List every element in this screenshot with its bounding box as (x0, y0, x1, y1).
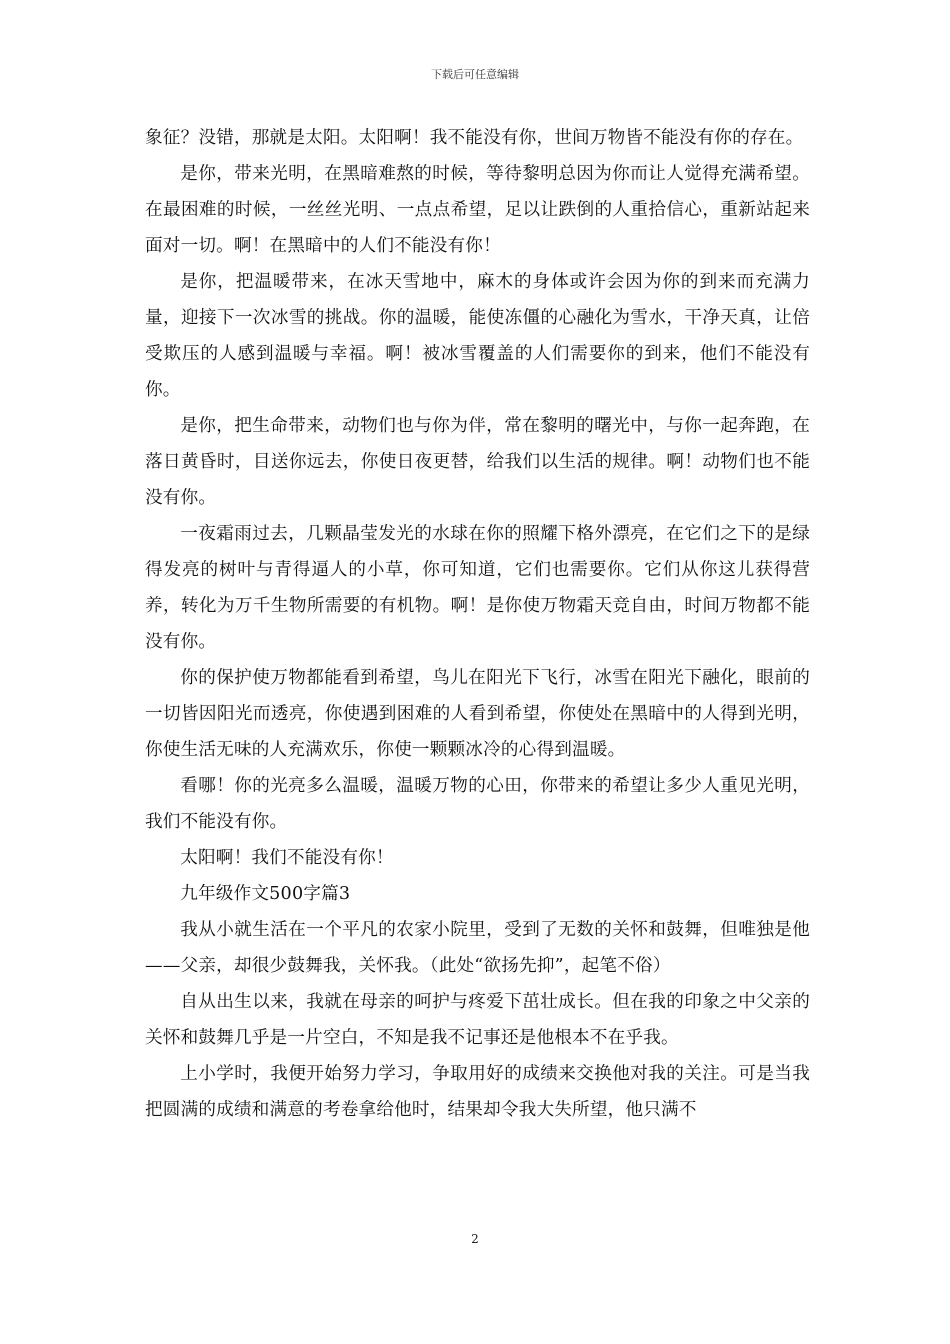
paragraph: 自从出生以来，我就在母亲的呵护与疼爱下茁壮成长。但在我的印象之中父亲的关怀和鼓舞几乎是一片空白，不知是我不记事还是他根本不在乎我。 (145, 992, 810, 1048)
paragraph: 你的保护使万物都能看到希望，鸟儿在阳光下飞行，冰雪在阳光下融化，眼前的一切皆因阳光而透亮，你使遇到困难的人看到希望，你使处在黑暗中的人得到光明，你使生活无味的人充满欢乐，你使一颗颗冰冷的心得到温暖。 (145, 668, 810, 760)
section-heading: 九年级作文500字篇3 (180, 884, 351, 904)
paragraph: 是你，带来光明，在黑暗难熬的时候，等待黎明总因为你而让人觉得充满希望。在最困难的时候，一丝丝光明、一点点希望，足以让跌倒的人重拾信心，重新站起来面对一切。啊！在黑暗中的人们不能没有你！ (145, 164, 810, 256)
paragraph: 象征？没错，那就是太阳。太阳啊！我不能没有你，世间万物皆不能没有你的存在。 (145, 128, 804, 148)
document-body (145, 120, 810, 1128)
paragraph: 看哪！你的光亮多么温暖，温暖万物的心田，你带来的希望让多少人重见光明，我们不能没有你。 (145, 776, 810, 832)
paragraph: 上小学时，我便开始努力学习，争取用好的成绩来交换他对我的关注。可是当我把圆满的成绩和满意的考卷拿给他时，结果却令我大失所望，他只满不 (145, 1064, 810, 1120)
page-header: 下载后可任意编辑 (431, 68, 519, 81)
paragraph: 是你，把生命带来，动物们也与你为伴，常在黎明的曙光中，与你一起奔跑，在落日黄昏时，目送你远去，你使日夜更替，给我们以生活的规律。啊！动物们也不能没有你。 (145, 416, 810, 508)
page-number: 2 (471, 1232, 479, 1246)
paragraph: 是你，把温暖带来，在冰天雪地中，麻木的身体或许会因为你的到来而充满力量，迎接下一次冰雪的挑战。你的温暖，能使冻僵的心融化为雪水，干净天真，让倍受欺压的人感到温暖与幸福。啊！被冰雪覆盖的人们需要你的到来，他们不能没有你。 (145, 272, 810, 400)
paragraph: 我从小就生活在一个平凡的农家小院里，受到了无数的关怀和鼓舞，但唯独是他——父亲，却很少鼓舞我，关怀我。（此处“欲扬先抑”，起笔不俗） (145, 920, 810, 976)
paragraph: 一夜霜雨过去，几颗晶莹发光的水球在你的照耀下格外漂亮，在它们之下的是绿得发亮的树叶与青得逼人的小草，你可知道，它们也需要你。它们从你这儿获得营养，转化为万千生物所需要的有机物。啊！是你使万物霜天竞自由，时间万物都不能没有你。 (145, 524, 810, 652)
paragraph: 太阳啊！我们不能没有你！ (180, 848, 394, 868)
